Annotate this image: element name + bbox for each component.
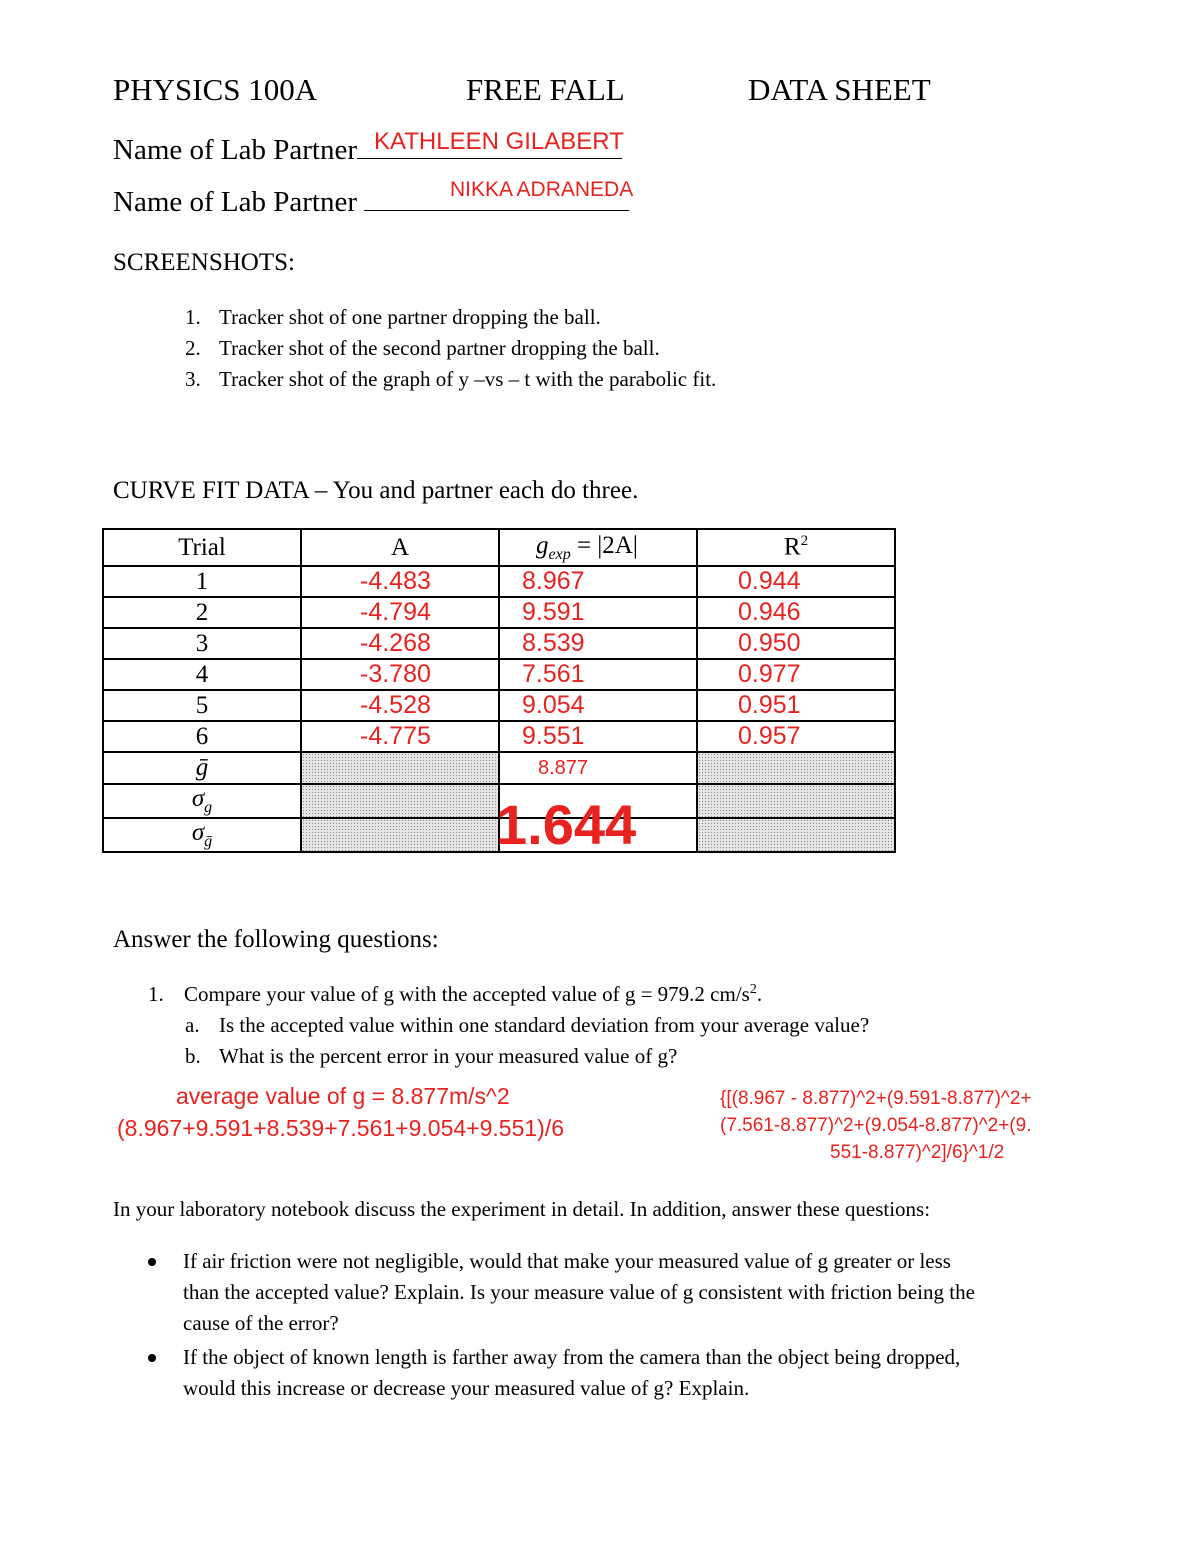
gbar-value: 8.877 bbox=[499, 752, 697, 784]
bullet-icon bbox=[148, 1258, 156, 1266]
a-cell: -4.268 bbox=[301, 628, 499, 659]
g-cell: 9.551 bbox=[499, 721, 697, 752]
trial-cell: 3 bbox=[103, 628, 301, 659]
a-cell: -4.794 bbox=[301, 597, 499, 628]
bullet-icon bbox=[148, 1354, 156, 1362]
partner-name-1: KATHLEEN GILABERT bbox=[374, 128, 624, 155]
r2-cell: 0.977 bbox=[697, 659, 895, 690]
a-cell: -4.483 bbox=[301, 566, 499, 597]
g-cell: 8.967 bbox=[499, 566, 697, 597]
hatched-cell bbox=[301, 752, 499, 784]
table-header-row bbox=[103, 529, 895, 566]
answer-sd-line-2: (7.561-8.877)^2+(9.054-8.877)^2+(9. bbox=[720, 1115, 1032, 1136]
notebook-q2-line-2: would this increase or decrease your measured value of g? Explain. bbox=[183, 1376, 750, 1400]
g-cell: 8.539 bbox=[499, 628, 697, 659]
g-cell: 9.591 bbox=[499, 597, 697, 628]
table-row bbox=[103, 659, 895, 690]
sigma-g-sub: g bbox=[204, 799, 213, 816]
screenshot-item bbox=[185, 305, 601, 330]
r2-cell: 0.951 bbox=[697, 690, 895, 721]
answer-average-calc: (8.967+9.591+8.539+7.561+9.054+9.551)/6 bbox=[117, 1115, 564, 1141]
sigma-value: 1.644 bbox=[496, 793, 637, 856]
hatched-cell bbox=[697, 818, 895, 852]
notebook-q1-line-3: cause of the error? bbox=[183, 1311, 339, 1335]
screenshot-item-text: Tracker shot of the second partner dropping the ball. bbox=[219, 336, 660, 360]
r2-sup: 2 bbox=[800, 533, 809, 550]
question-1b-text: What is the percent error in your measured value of g? bbox=[219, 1044, 678, 1068]
screenshot-item-num: 3. bbox=[185, 367, 201, 391]
r2-cell: 0.946 bbox=[697, 597, 895, 628]
question-1a-label: a. bbox=[185, 1013, 200, 1037]
question-1b bbox=[185, 1044, 677, 1069]
hatched-cell bbox=[697, 784, 895, 818]
screenshot-item bbox=[185, 336, 660, 361]
partner-name-2: NIKKA ADRANEDA bbox=[450, 178, 634, 201]
question-1-num: 1. bbox=[148, 982, 164, 1006]
g-cell: 9.054 bbox=[499, 690, 697, 721]
a-cell: -3.780 bbox=[301, 659, 499, 690]
hatched-cell bbox=[301, 784, 499, 818]
gbar-symbol: ḡ bbox=[103, 752, 301, 784]
trial-cell: 2 bbox=[103, 597, 301, 628]
table-row bbox=[103, 597, 895, 628]
sigma-glyph: σ bbox=[191, 819, 205, 846]
gexp-formula: = |2A| bbox=[570, 531, 638, 559]
question-1-sup: 2 bbox=[749, 982, 757, 997]
answer-sd-line-1: {[(8.967 - 8.877)^2+(9.591-8.877)^2+ bbox=[720, 1088, 1032, 1109]
questions-heading: Answer the following questions: bbox=[113, 926, 439, 953]
screenshots-heading: SCREENSHOTS: bbox=[113, 249, 295, 276]
question-1-end: . bbox=[756, 982, 763, 1006]
gbar-row bbox=[103, 752, 895, 784]
screenshot-item bbox=[185, 367, 716, 392]
g-cell: 7.561 bbox=[499, 659, 697, 690]
table-row bbox=[103, 628, 895, 659]
col-a: A bbox=[301, 529, 499, 566]
question-1 bbox=[148, 982, 762, 1007]
curve-fit-heading: CURVE FIT DATA – You and partner each do three. bbox=[113, 477, 639, 504]
answer-average: average value of g = 8.877m/s^2 bbox=[176, 1083, 510, 1109]
question-1a-text: Is the accepted value within one standard deviation from your average value? bbox=[219, 1013, 870, 1037]
sheet-title: DATA SHEET bbox=[748, 72, 931, 107]
trial-cell: 6 bbox=[103, 721, 301, 752]
notebook-q2-line-1: If the object of known length is farther away from the camera than the object being dropped, bbox=[183, 1345, 961, 1369]
table-row bbox=[103, 690, 895, 721]
gexp-subscript: exp bbox=[548, 545, 571, 563]
notebook-q1-line-1: If air friction were not negligible, would that make your measured value of g greater or less bbox=[183, 1249, 951, 1273]
hatched-cell bbox=[301, 818, 499, 852]
sigma-glyph: σ bbox=[191, 785, 205, 812]
lab-title: FREE FALL bbox=[466, 72, 625, 107]
screenshot-item-text: Tracker shot of one partner dropping the ball. bbox=[219, 305, 601, 329]
trial-cell: 1 bbox=[103, 566, 301, 597]
screenshot-item-num: 2. bbox=[185, 336, 201, 360]
sigma-g-symbol bbox=[103, 784, 301, 818]
r2-cell: 0.957 bbox=[697, 721, 895, 752]
sigma-gbar-sub: ḡ bbox=[204, 833, 213, 850]
a-cell: -4.528 bbox=[301, 690, 499, 721]
question-1-text: Compare your value of g with the accepted value of g = 979.2 cm/s bbox=[184, 982, 750, 1006]
question-1a bbox=[185, 1013, 869, 1038]
course-title: PHYSICS 100A bbox=[113, 72, 318, 107]
hatched-cell bbox=[697, 752, 895, 784]
col-gexp bbox=[499, 529, 697, 566]
table-row bbox=[103, 566, 895, 597]
notebook-q1-line-2: than the accepted value? Explain. Is your measure value of g consistent with friction being the bbox=[183, 1280, 975, 1304]
r2-base: R bbox=[783, 533, 801, 561]
partner-label-1: Name of Lab Partner bbox=[113, 134, 357, 166]
r2-cell: 0.944 bbox=[697, 566, 895, 597]
screenshot-item-num: 1. bbox=[185, 305, 201, 329]
question-1b-label: b. bbox=[185, 1044, 201, 1068]
col-r2 bbox=[697, 529, 895, 566]
sigma-gbar-symbol bbox=[103, 818, 301, 852]
a-cell: -4.775 bbox=[301, 721, 499, 752]
table-row bbox=[103, 721, 895, 752]
trial-cell: 5 bbox=[103, 690, 301, 721]
trial-cell: 4 bbox=[103, 659, 301, 690]
partner-label-2: Name of Lab Partner bbox=[113, 186, 357, 218]
answer-sd-line-3: 551-8.877)^2]/6}^1/2 bbox=[830, 1142, 1005, 1163]
gexp-symbol: g bbox=[536, 531, 549, 559]
col-trial: Trial bbox=[103, 529, 301, 566]
screenshot-item-text: Tracker shot of the graph of y –vs – t with the parabolic fit. bbox=[219, 367, 717, 391]
notebook-intro: In your laboratory notebook discuss the experiment in detail. In addition, answer these questions: bbox=[113, 1197, 931, 1221]
r2-cell: 0.950 bbox=[697, 628, 895, 659]
